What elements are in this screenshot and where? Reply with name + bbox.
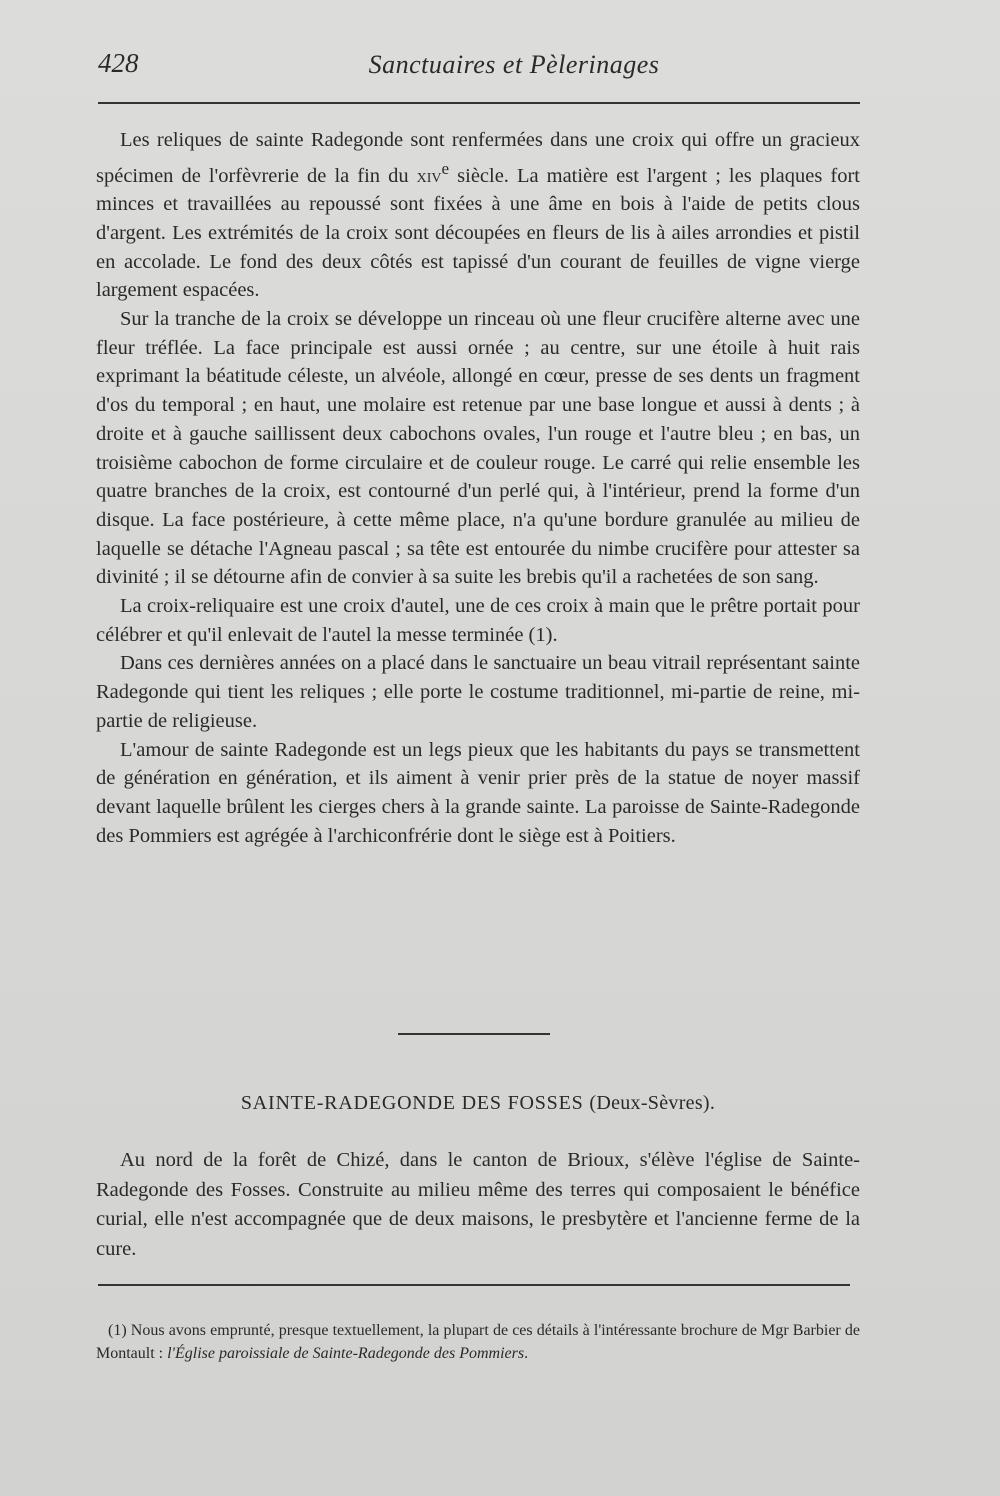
- running-title: Sanctuaires et Pèlerinages: [368, 50, 660, 79]
- section-divider: [398, 1033, 550, 1035]
- footnote-end: .: [524, 1344, 529, 1362]
- main-text: [96, 126, 860, 850]
- paragraph-cross-decoration: Sur la tranche de la croix se développe un rinceau où une fleur crucifère alterne avec une fleur tréflée. La face principale est aussi ornée ; au centre, sur une étoile à huit rais exprimant la béatitude céleste, un alvéole, allongé en cœur, presse de ses dents un fragment d'os du temporal ; en haut, une molaire est retenue par une base longue et aussi à dents ; à droite et à gauche saillissent deux cabochons ovales, l'un rouge et l'autre bleu ; en bas, un troisième cabochon de forme circulaire et de couleur rouge. Le carré qui relie ensemble les quatre branches de la croix, est contourné d'un perlé qui, à l'intérieur, prend la forme d'un disque. La face postérieure, à cette même place, n'a qu'une bordure granulée au milieu de laquelle se détache l'Agneau pascal ; sa tête est entourée du nimbe crucifère pour attester sa divinité ; il se détourne afin de convier à sa suite les brebis qu'il a rachetées de son sang.: [96, 308, 860, 589]
- century-numeral: xiv: [416, 164, 442, 187]
- paragraph-text: Les reliques de sainte Radegonde sont renfermées dans une croix qui offre un gracieux spécimen de l'orfèvrerie de la fin du: [96, 129, 860, 187]
- header-rule: [98, 102, 860, 104]
- paragraph-altar-cross: La croix-reliquaire est une croix d'autel, une de ces croix à main que le prêtre portait pour célébrer et qu'il enlevait de l'autel la messe terminée (1).: [96, 595, 860, 646]
- paragraph-stained-glass: Dans ces dernières années on a placé dans le sanctuaire un beau vitrail représentant sainte Radegonde qui tient les reliques ; elle porte le costume traditionnel, mi-partie de reine, mi-partie de religieuse.: [96, 652, 860, 732]
- page-header: [98, 48, 860, 88]
- paragraph-fosses: Au nord de la forêt de Chizé, dans le canton de Brioux, s'élève l'église de Sainte-Radegonde des Fosses. Construite au milieu même des terres qui composaient le bénéfice curial, elle n'est accompagnée que de deux maisons, le presbytère et l'ancienne ferme de la cure.: [96, 1149, 860, 1260]
- section-title: SAINTE-RADEGONDE DES FOSSES: [240, 1092, 584, 1114]
- paragraph-devotion: L'amour de sainte Radegonde est un legs pieux que les habitants du pays se transmettent de génération en génération, et ils aiment à venir prier près de la statue de noyer massif devant laquelle brûlent les cierges chers à la grande sainte. La paroisse de Sainte-Radegonde des Pommiers est agrégée à l'archiconfrérie dont le siège est à Poitiers.: [96, 738, 860, 847]
- section-region: (Deux-Sèvres).: [589, 1092, 716, 1114]
- paragraph-reliquary-cross: [96, 126, 860, 305]
- footnote-text: [96, 1320, 860, 1365]
- footnote-rule: [98, 1284, 850, 1286]
- section-text: [96, 1146, 860, 1264]
- section-heading: [96, 1092, 860, 1115]
- paragraph-text: siècle. La matière est l'argent ; les plaques fort minces et travaillées au repoussé sont fixées à une âme en bois à l'aide de petits clous d'argent. Les extrémités de la croix sont découpées en fleurs de lis à ailes arrondies et pistil en accolade. Le fond des deux côtés est tapissé d'un courant de feuilles de vigne vierge largement espacées.: [96, 164, 860, 302]
- century-superscript: e: [441, 158, 450, 178]
- footnote-cited-title: l'Église paroissiale de Sainte-Radegonde des Pommiers: [167, 1344, 525, 1362]
- page-number: 428: [98, 48, 139, 78]
- footnote-body: (1) Nous avons emprunté, presque textuellement, la plupart de ces détails à l'intéressante brochure de Mgr Barbier de Montault :: [96, 1322, 860, 1362]
- footnote: [96, 1320, 860, 1365]
